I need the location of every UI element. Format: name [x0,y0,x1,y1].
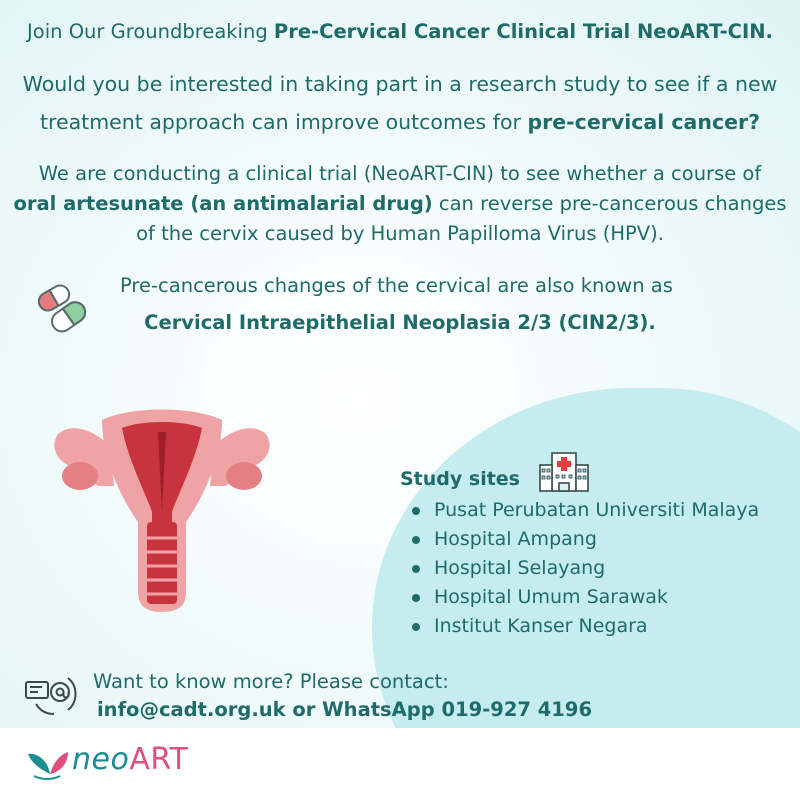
intro-lead: Join Our Groundbreaking [27,20,274,43]
site-name: Hospital Selayang [434,557,606,579]
cin-line-2 [0,311,800,334]
site-name: Institut Kanser Negara [434,615,648,637]
neoart-logo-text [72,742,188,777]
list-item [412,496,759,525]
bullet [412,536,420,544]
paragraph-line-2 [0,192,800,215]
list-item [412,583,759,612]
site-name: Hospital Umum Sarawak [434,586,668,608]
list-item [412,554,759,583]
contact-prompt: Want to know more? Please contact: [93,670,449,693]
list-item [412,612,759,641]
intro-line [0,20,800,43]
paragraph-line-1: We are conducting a clinical trial (NeoART-CIN) to see whether a course of [38,162,762,185]
logo-art: ART [129,742,189,777]
cin-name: Cervical Intraepithelial Neoplasia 2/3 (CIN2/3). [144,311,656,334]
cin-line-1: Pre-cancerous changes of the cervical are also known as [120,274,673,297]
question-line-2 [0,110,800,134]
site-name: Hospital Ampang [434,528,597,550]
uterus-illustration [50,402,274,614]
bullet [412,594,420,602]
question-line-1: Would you be interested in taking part in a research study to see if a new [22,72,778,96]
neoart-logo-mark [26,748,70,782]
bullet [412,565,420,573]
study-sites-list [412,496,759,641]
bullet [412,507,420,515]
logo-neo: neo [72,742,130,777]
contact-email-phone-icon [24,672,80,718]
study-sites-title: Study sites [400,468,520,490]
list-item [412,525,759,554]
paragraph-line-2-rest: can reverse pre-cancerous changes [432,192,787,215]
footer [0,728,800,800]
contact-details[interactable]: info@cadt.org.uk or WhatsApp 019-927 4196 [97,698,593,721]
drug-highlight: oral artesunate (an antimalarial drug) [13,192,433,215]
question-highlight: pre-cervical cancer? [527,110,761,134]
bullet [412,623,420,631]
paragraph-line-3: of the cervix caused by Human Papilloma Virus (HPV). [136,222,664,245]
hospital-icon [538,449,590,493]
site-name: Pusat Perubatan Universiti Malaya [434,499,760,521]
trial-name: Pre-Cervical Cancer Clinical Trial NeoART-CIN. [273,20,773,43]
question-line-2-lead: treatment approach can improve outcomes for [39,110,528,134]
